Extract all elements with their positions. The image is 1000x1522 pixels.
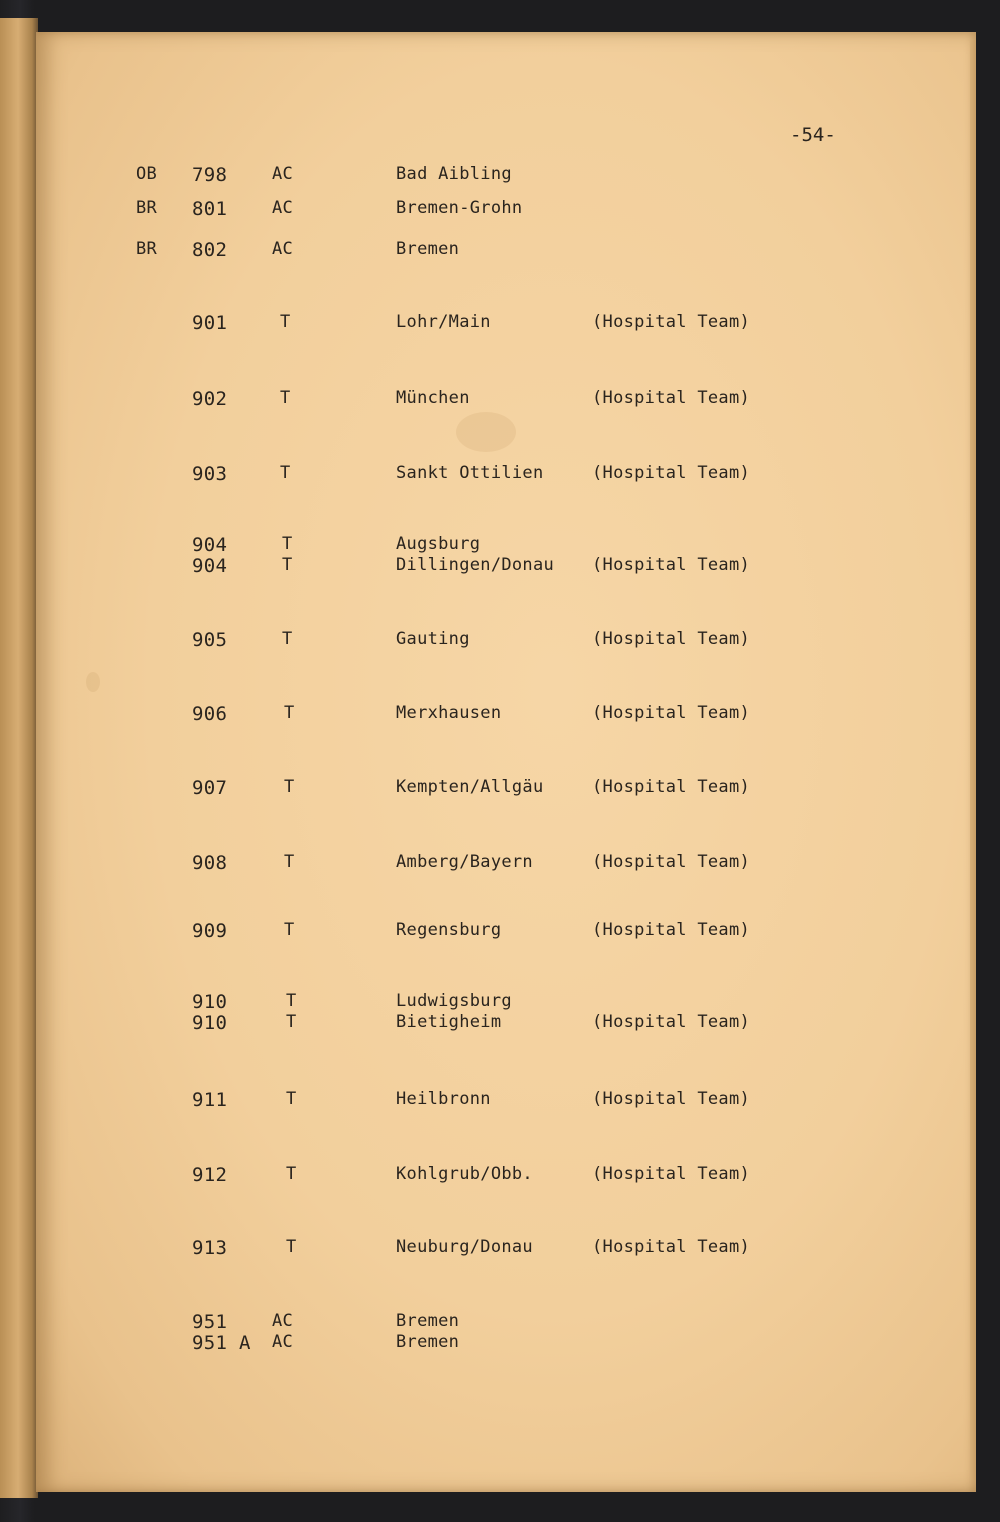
location: Sankt Ottilien: [396, 463, 544, 483]
location: Neuburg/Donau: [396, 1237, 533, 1257]
unit-number: 908: [192, 852, 228, 874]
unit-type: AC: [272, 239, 294, 259]
district-code: BR: [136, 198, 158, 218]
list-item: [0, 388, 1000, 438]
unit-number: 901: [192, 312, 228, 334]
list-item: [0, 852, 1000, 902]
list-item: [0, 629, 1000, 679]
unit-number: 909: [192, 920, 228, 942]
list-item: [0, 312, 1000, 362]
unit-type: T: [286, 1164, 297, 1184]
unit-type: T: [284, 703, 295, 723]
list-item: [0, 1164, 1000, 1214]
unit-number: 801: [192, 198, 228, 220]
list-item: [0, 463, 1000, 513]
unit-number: 910: [192, 991, 228, 1013]
unit-type: T: [282, 534, 293, 554]
unit-number: 906: [192, 703, 228, 725]
unit-number: 903: [192, 463, 228, 485]
unit-number: 910: [192, 1012, 228, 1034]
entry-note: (Hospital Team): [592, 852, 751, 872]
location: Dillingen/Donau: [396, 555, 555, 575]
unit-type: T: [280, 388, 291, 408]
unit-type: T: [286, 991, 297, 1011]
unit-type: AC: [272, 164, 294, 184]
location: Gauting: [396, 629, 470, 649]
list-item: [0, 1089, 1000, 1139]
location: Lohr/Main: [396, 312, 491, 332]
unit-type: T: [282, 555, 293, 575]
unit-number: 907: [192, 777, 228, 799]
district-code: OB: [136, 164, 158, 184]
list-item: [0, 239, 1000, 289]
district-code: BR: [136, 239, 158, 259]
unit-number: 905: [192, 629, 228, 651]
unit-number: 802: [192, 239, 228, 261]
unit-number: 951: [192, 1311, 228, 1333]
unit-number: 912: [192, 1164, 228, 1186]
entry-note: (Hospital Team): [592, 1237, 751, 1257]
entry-note: (Hospital Team): [592, 463, 751, 483]
entry-note: (Hospital Team): [592, 777, 751, 797]
location: Ludwigsburg: [396, 991, 512, 1011]
entry-note: (Hospital Team): [592, 312, 751, 332]
unit-type: T: [286, 1089, 297, 1109]
page-number: -54-: [790, 124, 836, 146]
entry-note: (Hospital Team): [592, 629, 751, 649]
location: Merxhausen: [396, 703, 502, 723]
location: Bad Aibling: [396, 164, 512, 184]
unit-number: 904: [192, 534, 228, 556]
entry-note: (Hospital Team): [592, 1164, 751, 1184]
location: Bremen-Grohn: [396, 198, 523, 218]
list-item: [0, 920, 1000, 970]
unit-type: T: [286, 1237, 297, 1257]
entry-note: (Hospital Team): [592, 388, 751, 408]
location: Kempten/Allgäu: [396, 777, 544, 797]
entry-note: (Hospital Team): [592, 703, 751, 723]
location: Amberg/Bayern: [396, 852, 533, 872]
unit-number: 798: [192, 164, 228, 186]
unit-type: T: [280, 312, 291, 332]
unit-type: T: [286, 1012, 297, 1032]
unit-type: AC: [272, 1311, 294, 1331]
unit-number: 902: [192, 388, 228, 410]
location: Augsburg: [396, 534, 481, 554]
location: München: [396, 388, 470, 408]
list-item: [0, 1237, 1000, 1287]
list-item: [0, 534, 1000, 584]
location: Bremen: [396, 1332, 460, 1352]
entry-note: (Hospital Team): [592, 1089, 751, 1109]
unit-type: T: [284, 920, 295, 940]
unit-number: 913: [192, 1237, 228, 1259]
unit-type: T: [280, 463, 291, 483]
list-item: [0, 1311, 1000, 1361]
list-item: [0, 703, 1000, 753]
unit-type: AC: [272, 1332, 294, 1352]
unit-number: 904: [192, 555, 228, 577]
entry-note: (Hospital Team): [592, 920, 751, 940]
location: Kohlgrub/Obb.: [396, 1164, 533, 1184]
list-item: [0, 991, 1000, 1041]
location: Bietigheim: [396, 1012, 502, 1032]
location: Bremen: [396, 1311, 460, 1331]
unit-type: T: [284, 852, 295, 872]
entry-note: (Hospital Team): [592, 555, 751, 575]
location: Heilbronn: [396, 1089, 491, 1109]
unit-type: T: [284, 777, 295, 797]
unit-number: 911: [192, 1089, 228, 1111]
list-item: [0, 777, 1000, 827]
location: Bremen: [396, 239, 460, 259]
unit-number: 951 A: [192, 1332, 251, 1354]
entry-note: (Hospital Team): [592, 1012, 751, 1032]
unit-type: AC: [272, 198, 294, 218]
location: Regensburg: [396, 920, 502, 940]
unit-type: T: [282, 629, 293, 649]
